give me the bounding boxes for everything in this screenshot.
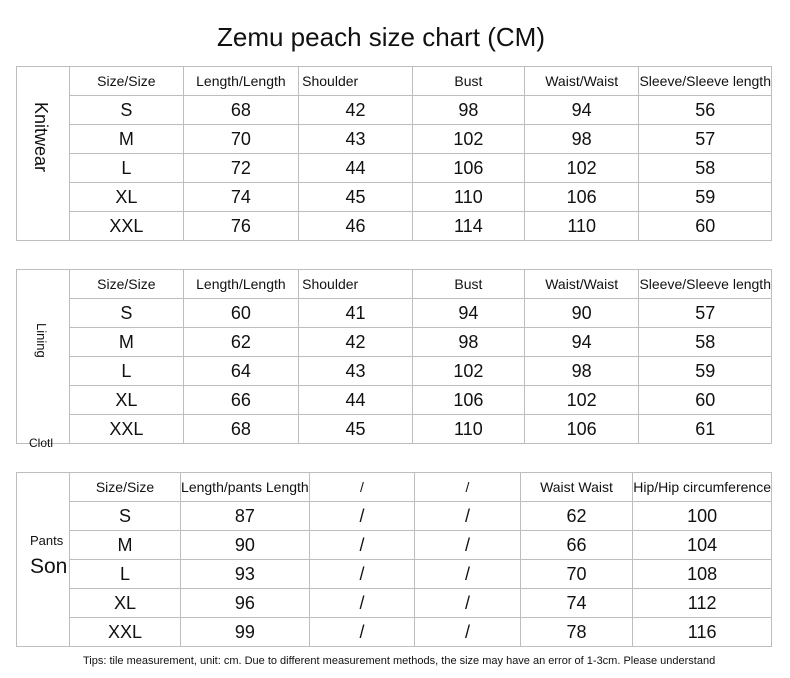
value-cell: 94: [524, 328, 639, 357]
value-cell: 59: [639, 183, 772, 212]
header-cell: Sleeve/Sleeve length: [639, 67, 772, 96]
value-cell: 102: [524, 154, 639, 183]
value-cell: 106: [524, 183, 639, 212]
header-row: [70, 270, 772, 299]
value-cell: 41: [299, 299, 413, 328]
value-cell: 45: [299, 183, 413, 212]
value-cell: /: [309, 560, 415, 589]
knitwear-label: Knitwear: [31, 102, 51, 173]
header-cell: Shoulder: [299, 67, 413, 96]
value-cell: 94: [412, 299, 524, 328]
size-cell: XL: [70, 386, 184, 415]
value-cell: 66: [183, 386, 298, 415]
value-cell: 78: [520, 618, 633, 647]
value-cell: 106: [412, 154, 524, 183]
lining-label: Lining: [34, 323, 49, 358]
value-cell: 98: [412, 328, 524, 357]
size-cell: S: [70, 502, 181, 531]
header-cell: Size/Size: [70, 270, 184, 299]
chart-title: Zemu peach size chart (CM): [217, 22, 545, 52]
value-cell: 98: [524, 125, 639, 154]
value-cell: 62: [520, 502, 633, 531]
value-cell: /: [309, 589, 415, 618]
value-cell: 102: [524, 386, 639, 415]
value-cell: 99: [181, 618, 310, 647]
size-cell: XXL: [70, 212, 184, 241]
value-cell: 98: [524, 357, 639, 386]
value-cell: /: [415, 618, 521, 647]
table-row: [70, 415, 772, 444]
size-cell: L: [70, 154, 184, 183]
table-row: [70, 183, 772, 212]
header-cell: Size/Size: [70, 473, 181, 502]
header-cell: Hip/Hip circumference: [633, 473, 772, 502]
size-cell: S: [70, 96, 184, 125]
value-cell: 44: [299, 386, 413, 415]
value-cell: 90: [524, 299, 639, 328]
pants-label: Pants: [30, 533, 64, 548]
pants-table-block: [16, 472, 772, 647]
size-cell: S: [70, 299, 184, 328]
header-row: [70, 473, 772, 502]
lining-table-block: [16, 269, 772, 450]
value-cell: 110: [412, 415, 524, 444]
size-cell: M: [70, 125, 184, 154]
value-cell: 116: [633, 618, 772, 647]
value-cell: 44: [299, 154, 413, 183]
value-cell: 56: [639, 96, 772, 125]
table-row: [70, 386, 772, 415]
size-cell: L: [70, 357, 184, 386]
table-row: [70, 154, 772, 183]
value-cell: 87: [181, 502, 310, 531]
header-cell: Shoulder: [299, 270, 413, 299]
knitwear-table: [69, 66, 772, 241]
header-cell: Length/Length: [183, 270, 298, 299]
value-cell: 60: [639, 212, 772, 241]
size-cell: XL: [70, 183, 184, 212]
value-cell: 43: [299, 125, 413, 154]
value-cell: 45: [299, 415, 413, 444]
value-cell: 61: [639, 415, 772, 444]
header-cell: /: [309, 473, 415, 502]
value-cell: 93: [181, 560, 310, 589]
size-cell: XXL: [70, 618, 181, 647]
table-row: [70, 328, 772, 357]
lining-table: [69, 269, 772, 444]
value-cell: 90: [181, 531, 310, 560]
value-cell: 96: [181, 589, 310, 618]
header-row: [70, 67, 772, 96]
value-cell: 112: [633, 589, 772, 618]
value-cell: 94: [524, 96, 639, 125]
header-cell: Bust: [412, 67, 524, 96]
value-cell: 76: [183, 212, 298, 241]
header-cell: Length/pants Length: [181, 473, 310, 502]
tips-note: Tips: tile measurement, unit: cm. Due to different measurement methods, the size may have an error of 1-3cm. Please understand: [83, 655, 716, 667]
value-cell: 58: [639, 154, 772, 183]
pants-label-secondary: Son: [30, 555, 68, 578]
value-cell: 68: [183, 96, 298, 125]
value-cell: 57: [639, 125, 772, 154]
value-cell: 100: [633, 502, 772, 531]
value-cell: 58: [639, 328, 772, 357]
table-row: [70, 560, 772, 589]
value-cell: 42: [299, 328, 413, 357]
value-cell: /: [309, 531, 415, 560]
value-cell: 110: [412, 183, 524, 212]
value-cell: 60: [639, 386, 772, 415]
value-cell: 46: [299, 212, 413, 241]
value-cell: 102: [412, 357, 524, 386]
value-cell: /: [415, 589, 521, 618]
header-cell: Size/Size: [70, 67, 184, 96]
value-cell: 74: [183, 183, 298, 212]
header-cell: Sleeve/Sleeve length: [639, 270, 772, 299]
size-cell: L: [70, 560, 181, 589]
value-cell: 106: [412, 386, 524, 415]
header-cell: Waist Waist: [520, 473, 633, 502]
size-cell: XL: [70, 589, 181, 618]
value-cell: /: [415, 502, 521, 531]
table-row: [70, 618, 772, 647]
value-cell: /: [309, 502, 415, 531]
pants-table: [69, 472, 772, 647]
table-row: [70, 531, 772, 560]
header-cell: Length/Length: [183, 67, 298, 96]
value-cell: 70: [520, 560, 633, 589]
value-cell: 114: [412, 212, 524, 241]
value-cell: 59: [639, 357, 772, 386]
value-cell: 57: [639, 299, 772, 328]
value-cell: 98: [412, 96, 524, 125]
value-cell: /: [415, 531, 521, 560]
knitwear-table-block: [16, 66, 772, 241]
table-row: [70, 357, 772, 386]
size-cell: M: [70, 328, 184, 357]
value-cell: 42: [299, 96, 413, 125]
table-row: [70, 502, 772, 531]
table-row: [70, 125, 772, 154]
value-cell: 106: [524, 415, 639, 444]
value-cell: 43: [299, 357, 413, 386]
value-cell: 68: [183, 415, 298, 444]
lining-label-secondary: Clotl: [29, 436, 54, 450]
header-cell: Waist/Waist: [524, 67, 639, 96]
size-cell: XXL: [70, 415, 184, 444]
value-cell: 110: [524, 212, 639, 241]
value-cell: 66: [520, 531, 633, 560]
value-cell: 64: [183, 357, 298, 386]
value-cell: 70: [183, 125, 298, 154]
table-row: [70, 299, 772, 328]
table-row: [70, 96, 772, 125]
value-cell: /: [415, 560, 521, 589]
value-cell: 60: [183, 299, 298, 328]
header-cell: /: [415, 473, 521, 502]
header-cell: Bust: [412, 270, 524, 299]
value-cell: 74: [520, 589, 633, 618]
value-cell: /: [309, 618, 415, 647]
value-cell: 62: [183, 328, 298, 357]
table-row: [70, 212, 772, 241]
value-cell: 72: [183, 154, 298, 183]
value-cell: 108: [633, 560, 772, 589]
value-cell: 104: [633, 531, 772, 560]
size-cell: M: [70, 531, 181, 560]
table-row: [70, 589, 772, 618]
header-cell: Waist/Waist: [524, 270, 639, 299]
value-cell: 102: [412, 125, 524, 154]
